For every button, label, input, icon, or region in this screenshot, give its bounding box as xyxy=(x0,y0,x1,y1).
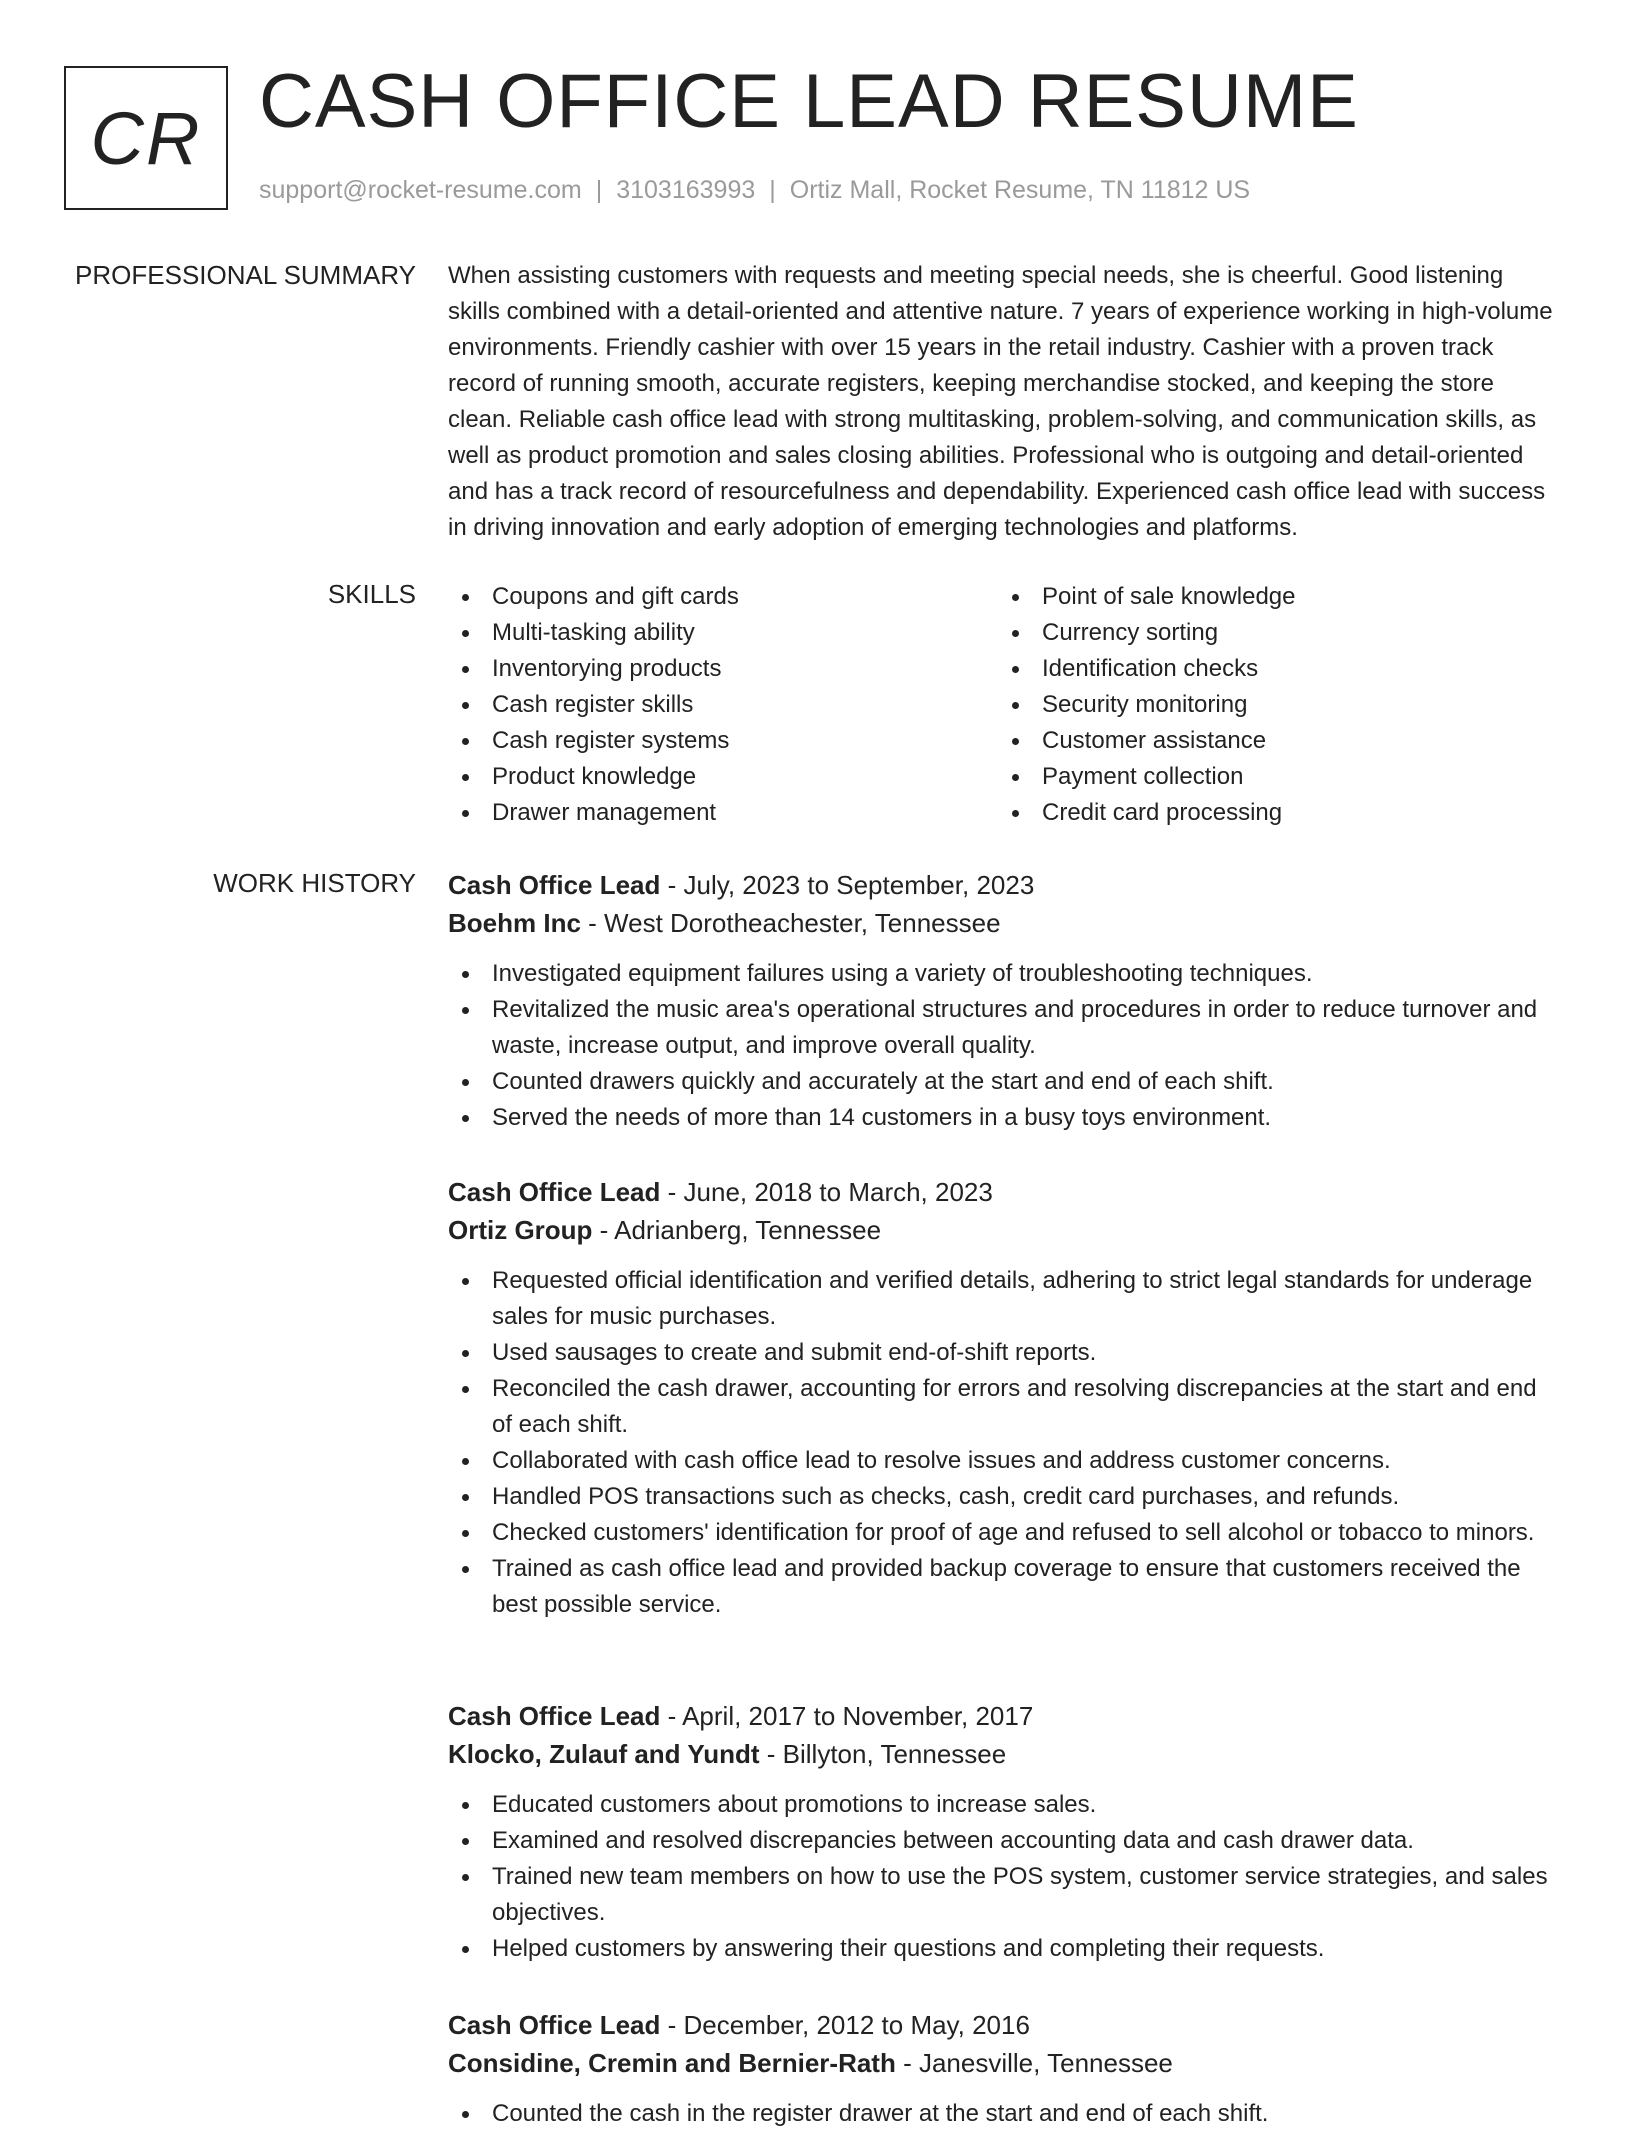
job-entry xyxy=(448,1173,1560,1623)
resume-title: CASH OFFICE LEAD RESUME xyxy=(259,59,1359,144)
job-company: Boehm Inc xyxy=(448,908,581,938)
skill-item: Cash register systems xyxy=(448,723,968,759)
contact-phone: 3103163993 xyxy=(616,176,756,204)
job-dates: - December, 2012 to May, 2016 xyxy=(667,2010,1030,2040)
job-bullet: Collaborated with cash office lead to resolve issues and address customer concerns. xyxy=(448,1443,1560,1479)
skill-item: Security monitoring xyxy=(998,687,1518,723)
job-entry xyxy=(448,2006,1560,2132)
job-dates: - June, 2018 to March, 2023 xyxy=(667,1177,993,1207)
job-bullet: Used sausages to create and submit end-of-shift reports. xyxy=(448,1335,1560,1371)
job-dates: - July, 2023 to September, 2023 xyxy=(667,870,1035,900)
job-bullet: Served the needs of more than 14 customers in a busy toys environment. xyxy=(448,1100,1560,1136)
contact-address: Ortiz Mall, Rocket Resume, TN 11812 US xyxy=(789,176,1251,204)
skill-item: Point of sale knowledge xyxy=(998,579,1518,615)
job-company-line xyxy=(448,1211,1560,1249)
skill-item: Multi-tasking ability xyxy=(448,615,968,651)
job-bullet: Checked customers' identification for proof of age and refused to sell alcohol or tobacco to minors. xyxy=(448,1515,1560,1551)
skill-item: Drawer management xyxy=(448,795,968,831)
skill-item: Payment collection xyxy=(998,759,1518,795)
job-bullet: Trained new team members on how to use the POS system, customer service strategies, and sales objectives. xyxy=(448,1859,1560,1931)
job-title: Cash Office Lead xyxy=(448,2010,661,2040)
job-title: Cash Office Lead xyxy=(448,870,661,900)
work-history-heading: WORK HISTORY xyxy=(213,868,416,898)
summary-heading: PROFESSIONAL SUMMARY xyxy=(75,260,416,290)
job-bullet: Requested official identification and verified details, adhering to strict legal standards for underage sales for music purchases. xyxy=(448,1263,1560,1335)
job-title: Cash Office Lead xyxy=(448,1177,661,1207)
job-bullet: Counted drawers quickly and accurately at the start and end of each shift. xyxy=(448,1064,1560,1100)
job-company-line xyxy=(448,2044,1560,2082)
job-location: - Janesville, Tennessee xyxy=(903,2048,1173,2078)
contact-separator: | xyxy=(769,176,776,204)
job-dates: - April, 2017 to November, 2017 xyxy=(667,1701,1034,1731)
job-bullet: Educated customers about promotions to increase sales. xyxy=(448,1787,1560,1823)
job-bullet-list xyxy=(448,1263,1560,1623)
skill-item: Cash register skills xyxy=(448,687,968,723)
job-bullet: Reconciled the cash drawer, accounting for errors and resolving discrepancies at the start and end of each shift. xyxy=(448,1371,1560,1443)
job-bullet: Trained as cash office lead and provided backup coverage to ensure that customers received the best possible service. xyxy=(448,1551,1560,1623)
job-title-line xyxy=(448,866,1560,904)
job-bullet: Helped customers by answering their questions and completing their requests. xyxy=(448,1931,1560,1967)
job-bullet: Revitalized the music area's operational structures and procedures in order to reduce turnover and waste, increase output, and improve overall quality. xyxy=(448,992,1560,1064)
skill-item: Customer assistance xyxy=(998,723,1518,759)
skill-item: Currency sorting xyxy=(998,615,1518,651)
skill-item: Identification checks xyxy=(998,651,1518,687)
job-entry xyxy=(448,1697,1560,1967)
job-bullet: Counted the cash in the register drawer at the start and end of each shift. xyxy=(448,2096,1560,2132)
contact-email: support@rocket-resume.com xyxy=(259,176,582,204)
job-company-line xyxy=(448,1735,1560,1773)
job-company: Ortiz Group xyxy=(448,1215,593,1245)
summary-text: When assisting customers with requests and meeting special needs, she is cheerful. Good listening skills combined with a detail-oriented and attentive nature. 7 years of experience working in high-volume environments. Friendly cashier with over 15 years in the retail industry. Cashier with a proven track record of running smooth, accurate registers, keeping merchandise stocked, and keeping the store clean. Reliable cash office lead with strong multitasking, problem-solving, and communication skills, as well as product promotion and sales closing abilities. Professional who is outgoing and detail-oriented and has a track record of resourcefulness and dependability. Experienced cash office lead with success in driving innovation and early adoption of emerging technologies and platforms. xyxy=(448,262,1553,541)
skills-column-right xyxy=(998,579,1518,831)
job-title-line xyxy=(448,2006,1560,2044)
contact-separator: | xyxy=(595,176,603,204)
job-entry xyxy=(448,866,1560,1136)
job-bullet: Handled POS transactions such as checks, cash, credit card purchases, and refunds. xyxy=(448,1479,1560,1515)
skill-item: Coupons and gift cards xyxy=(448,579,968,615)
job-bullet: Examined and resolved discrepancies between accounting data and cash drawer data. xyxy=(448,1823,1560,1859)
skill-item: Product knowledge xyxy=(448,759,968,795)
job-title-line xyxy=(448,1173,1560,1211)
job-bullet: Investigated equipment failures using a variety of troubleshooting techniques. xyxy=(448,956,1560,992)
skill-item: Credit card processing xyxy=(998,795,1518,831)
job-bullet-list xyxy=(448,1787,1560,1967)
job-company: Considine, Cremin and Bernier-Rath xyxy=(448,2048,896,2078)
contact-line xyxy=(259,176,1250,205)
job-location: - Billyton, Tennessee xyxy=(766,1739,1007,1769)
job-location: - Adrianberg, Tennessee xyxy=(599,1215,882,1245)
job-location: - West Dorotheachester, Tennessee xyxy=(588,908,1001,938)
job-bullet-list xyxy=(448,2096,1560,2132)
monogram-logo: CR xyxy=(64,66,228,210)
skill-item: Inventorying products xyxy=(448,651,968,687)
job-bullet-list xyxy=(448,956,1560,1136)
job-company: Klocko, Zulauf and Yundt xyxy=(448,1739,760,1769)
skills-heading: SKILLS xyxy=(327,579,416,609)
skills-column-left xyxy=(448,579,968,831)
job-title: Cash Office Lead xyxy=(448,1701,661,1731)
job-company-line xyxy=(448,904,1560,942)
job-title-line xyxy=(448,1697,1560,1735)
